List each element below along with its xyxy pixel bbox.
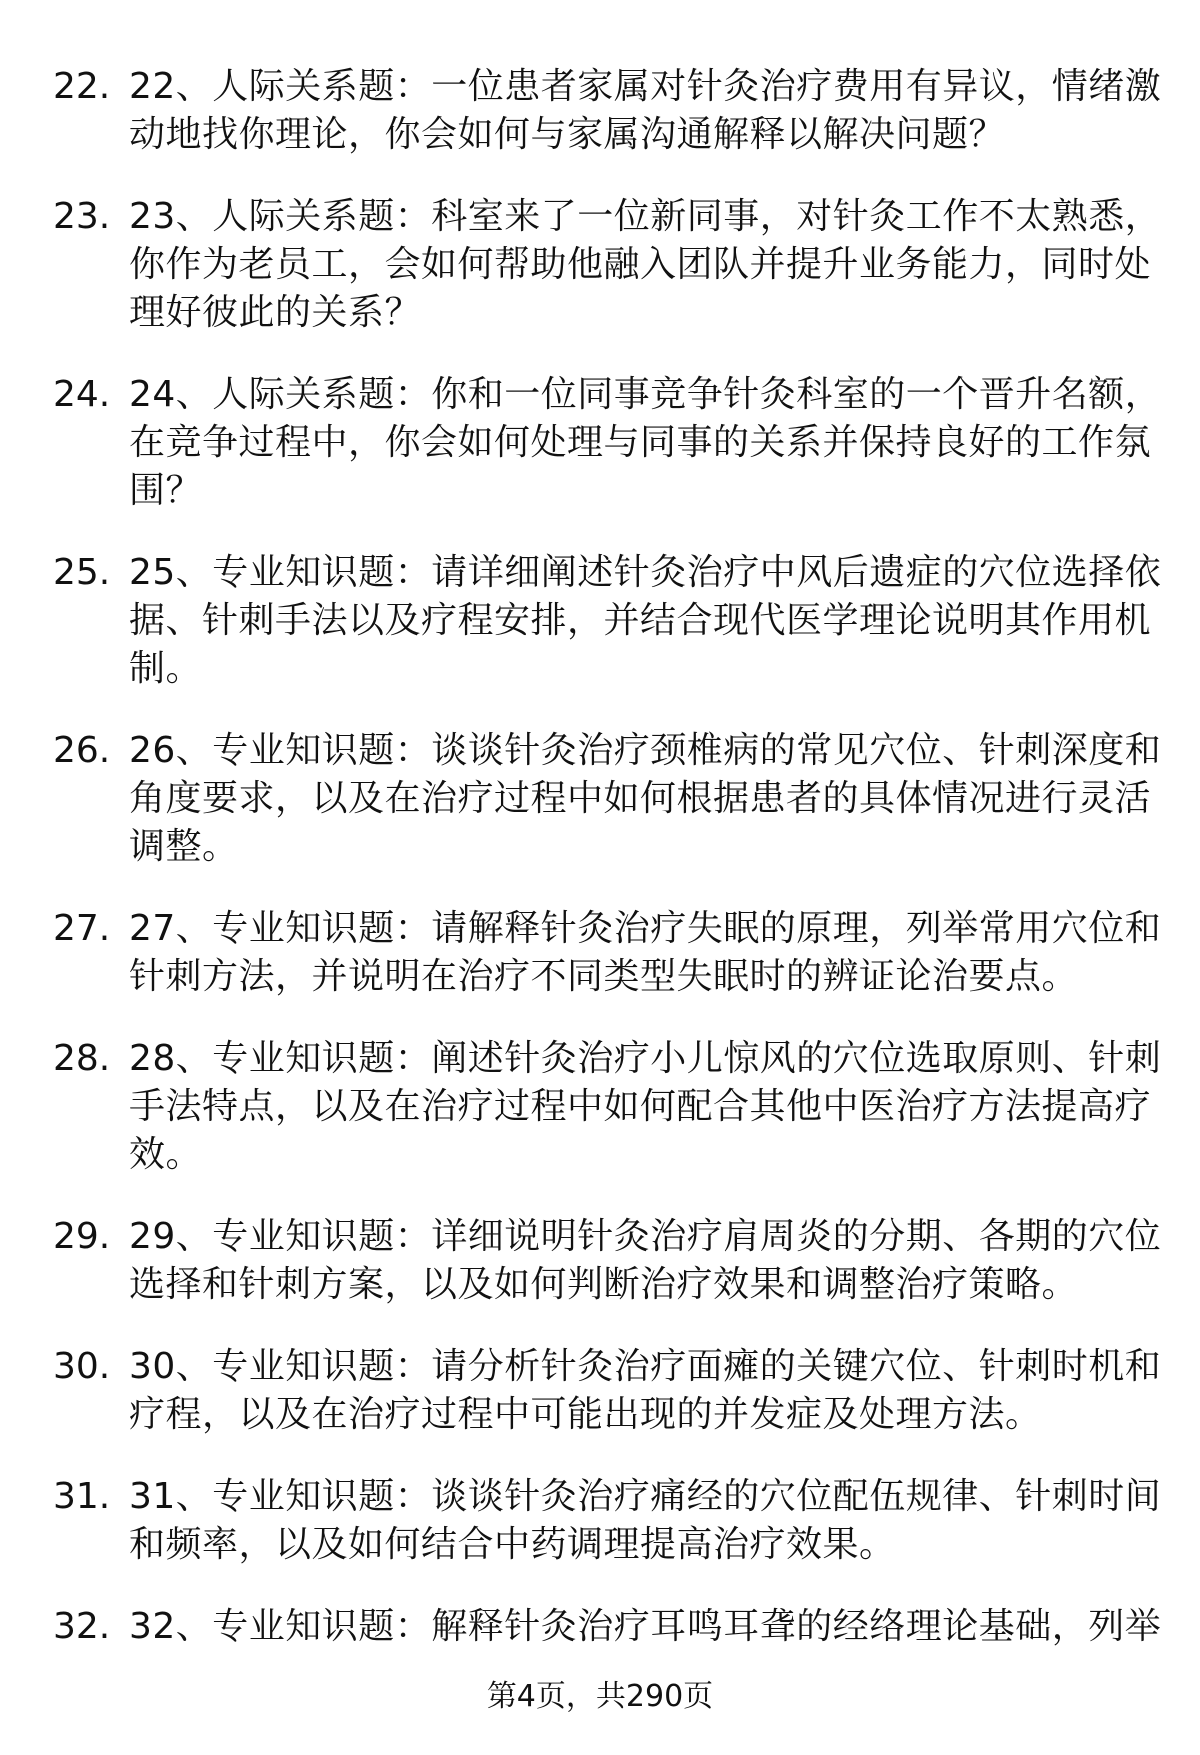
question-text-line: 动地找你理论，你会如何与家属沟通解释以解决问题？ bbox=[129, 114, 1006, 155]
question-item bbox=[0, 1035, 1200, 1179]
question-text bbox=[129, 1473, 1162, 1569]
question-text-line: 疗程，以及在治疗过程中可能出现的并发症及处理方法。 bbox=[129, 1394, 1042, 1435]
question-item bbox=[0, 549, 1200, 693]
question-text bbox=[129, 727, 1162, 871]
question-number: 27. bbox=[53, 908, 111, 949]
question-text-line: 24、人际关系题：你和一位同事竞争针灸科室的一个晋升名额， bbox=[129, 374, 1162, 415]
question-text-line: 23、人际关系题：科室来了一位新同事，对针灸工作不太熟悉， bbox=[129, 196, 1162, 237]
question-text-line: 和频率，以及如何结合中药调理提高治疗效果。 bbox=[129, 1524, 896, 1565]
question-number: 30. bbox=[53, 1346, 111, 1387]
question-item bbox=[0, 1473, 1200, 1569]
question-text bbox=[129, 193, 1162, 337]
question-list bbox=[0, 63, 1200, 1685]
question-item bbox=[0, 371, 1200, 515]
question-text bbox=[129, 63, 1162, 159]
question-text-line: 针刺方法，并说明在治疗不同类型失眠时的辨证论治要点。 bbox=[129, 956, 1079, 997]
question-text-line: 据、针刺手法以及疗程安排，并结合现代医学理论说明其作用机 bbox=[129, 600, 1152, 641]
question-text-line: 选择和针刺方案，以及如何判断治疗效果和调整治疗策略。 bbox=[129, 1264, 1079, 1305]
question-text-line: 29、专业知识题：详细说明针灸治疗肩周炎的分期、各期的穴位 bbox=[129, 1216, 1162, 1257]
question-number: 29. bbox=[53, 1216, 111, 1257]
question-item bbox=[0, 1603, 1200, 1651]
question-number: 24. bbox=[53, 374, 111, 415]
question-text bbox=[129, 1035, 1162, 1179]
question-text-line: 你作为老员工，会如何帮助他融入团队并提升业务能力，同时处 bbox=[129, 244, 1152, 285]
question-number: 23. bbox=[53, 196, 111, 237]
question-text-line: 27、专业知识题：请解释针灸治疗失眠的原理，列举常用穴位和 bbox=[129, 908, 1162, 949]
question-text bbox=[129, 1343, 1162, 1439]
question-text bbox=[129, 371, 1162, 515]
question-text-line: 制。 bbox=[129, 648, 203, 689]
question-item bbox=[0, 905, 1200, 1001]
question-number: 32. bbox=[53, 1606, 111, 1647]
question-number: 22. bbox=[53, 66, 111, 107]
question-text bbox=[129, 1213, 1162, 1309]
question-text-line: 调整。 bbox=[129, 826, 239, 867]
question-text-line: 在竞争过程中，你会如何处理与同事的关系并保持良好的工作氛 bbox=[129, 422, 1152, 463]
question-text-line: 26、专业知识题：谈谈针灸治疗颈椎病的常见穴位、针刺深度和 bbox=[129, 730, 1162, 771]
question-number: 26. bbox=[53, 730, 111, 771]
question-number: 25. bbox=[53, 552, 111, 593]
question-text-line: 31、专业知识题：谈谈针灸治疗痛经的穴位配伍规律、针刺时间 bbox=[129, 1476, 1162, 1517]
question-text bbox=[129, 549, 1162, 693]
question-text bbox=[129, 905, 1162, 1001]
question-item bbox=[0, 63, 1200, 159]
question-text-line: 32、专业知识题：解释针灸治疗耳鸣耳聋的经络理论基础，列举 bbox=[129, 1606, 1162, 1647]
question-item bbox=[0, 727, 1200, 871]
question-text-line: 30、专业知识题：请分析针灸治疗面瘫的关键穴位、针刺时机和 bbox=[129, 1346, 1162, 1387]
question-text-line: 效。 bbox=[129, 1134, 203, 1175]
question-item bbox=[0, 1343, 1200, 1439]
question-text-line: 角度要求，以及在治疗过程中如何根据患者的具体情况进行灵活 bbox=[129, 778, 1152, 819]
question-item bbox=[0, 193, 1200, 337]
question-text-line: 理好彼此的关系？ bbox=[129, 292, 422, 333]
question-text-line: 25、专业知识题：请详细阐述针灸治疗中风后遗症的穴位选择依 bbox=[129, 552, 1162, 593]
question-text-line: 28、专业知识题：阐述针灸治疗小儿惊风的穴位选取原则、针刺 bbox=[129, 1038, 1162, 1079]
question-text-line: 22、人际关系题：一位患者家属对针灸治疗费用有异议，情绪激 bbox=[129, 66, 1162, 107]
question-number: 31. bbox=[53, 1476, 111, 1517]
question-text-line: 手法特点，以及在治疗过程中如何配合其他中医治疗方法提高疗 bbox=[129, 1086, 1152, 1127]
question-number: 28. bbox=[53, 1038, 111, 1079]
question-item bbox=[0, 1213, 1200, 1309]
question-text-line: 围？ bbox=[129, 470, 203, 511]
page-number: 第4页，共290页 bbox=[486, 1679, 714, 1714]
question-text bbox=[129, 1603, 1162, 1651]
